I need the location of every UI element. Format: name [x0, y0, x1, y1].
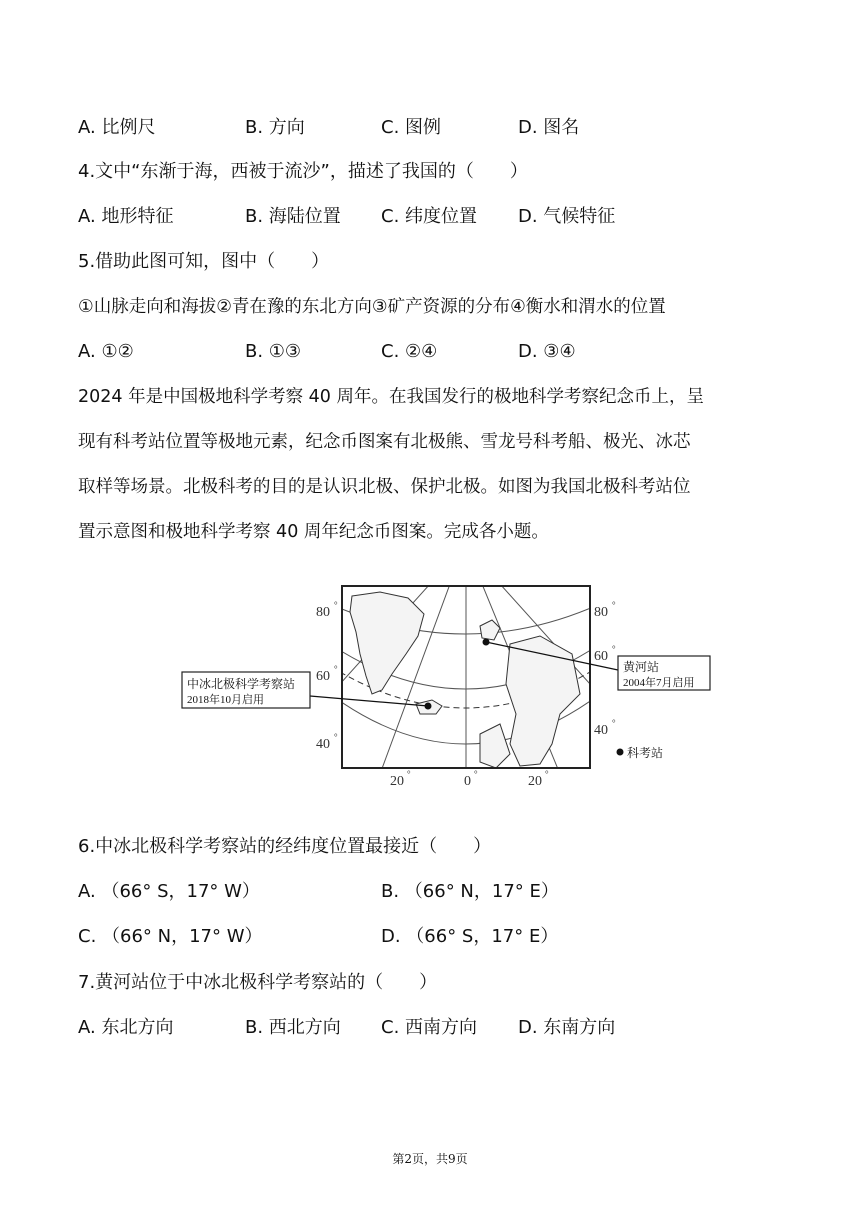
q3-option-b: B. 方向 [245, 117, 305, 138]
q5-option-a: A. ①② [78, 341, 134, 362]
q3-option-d: D. 图名 [518, 117, 580, 138]
passage-line-1: 2024 年是中国极地科学考察 40 周年。在我国发行的极地科学考察纪念币上，呈 [78, 387, 704, 407]
lat-60-left: 60 [316, 669, 330, 684]
passage-line-4: 置示意图和极地科学考察 40 周年纪念币图案。完成各小题。 [78, 522, 549, 542]
q6-option-c: C. （66° N，17° W） [78, 926, 263, 947]
legend-label: 科考站 [627, 746, 664, 760]
lat-80-right: 80 [594, 605, 608, 620]
q7-option-c: C. 西南方向 [381, 1017, 478, 1038]
deg-80-left: ° [334, 600, 338, 610]
q4-option-d: D. 气候特征 [518, 206, 616, 227]
deg-80-right: ° [612, 600, 616, 610]
q4-option-a: A. 地形特征 [78, 206, 174, 227]
huanghe-label-date: 2004年7月启用 [623, 677, 695, 689]
q6-stem: 6.中冰北极科学考察站的经纬度位置最接近（ ） [78, 836, 492, 857]
deg-lon-20-right: ° [545, 769, 549, 779]
q5-option-c: C. ②④ [381, 341, 438, 362]
lon-20-right: 20 [528, 774, 542, 789]
page-footer: 第2页，共9页 [392, 1152, 468, 1166]
deg-lon-0: ° [474, 769, 478, 779]
q5-option-b: B. ①③ [245, 341, 302, 362]
arctic-station-map [180, 584, 695, 796]
deg-lon-20-left: ° [407, 769, 411, 779]
q4-option-b: B. 海陆位置 [245, 206, 341, 227]
q4-stem: 4.文中“东渐于海，西被于流沙”，描述了我国的（ ） [78, 161, 528, 182]
passage-line-2: 现有科考站位置等极地元素，纪念币图案有北极熊、雪龙号科考船、极光、冰芯 [78, 432, 691, 452]
q7-stem: 7.黄河站位于中冰北极科学考察站的（ ） [78, 972, 438, 993]
q6-option-a: A. （66° S，17° W） [78, 881, 260, 902]
q5-stem: 5.借助此图可知，图中（ ） [78, 251, 330, 272]
deg-60-left: ° [334, 664, 338, 674]
passage-line-3: 取样等场景。北极科考的目的是认识北极、保护北极。如图为我国北极科考站位 [78, 477, 691, 497]
deg-40-right: ° [612, 718, 616, 728]
cn-iceland-label-name: 中冰北极科学考察站 [187, 677, 296, 691]
cn-iceland-label-date: 2018年10月启用 [187, 694, 264, 706]
huanghe-label-name: 黄河站 [623, 660, 660, 674]
q5-items: ①山脉走向和海拔②青在豫的东北方向③矿产资源的分布④衡水和渭水的位置 [78, 297, 666, 317]
lon-20-left: 20 [390, 774, 404, 789]
lat-80-left: 80 [316, 605, 330, 620]
deg-40-left: ° [334, 732, 338, 742]
q6-option-d: D. （66° S，17° E） [381, 926, 559, 947]
q3-option-c: C. 图例 [381, 117, 442, 138]
legend-dot [617, 749, 624, 756]
lat-60-right: 60 [594, 649, 608, 664]
q7-option-b: B. 西北方向 [245, 1017, 341, 1038]
lon-0: 0 [464, 774, 471, 789]
q5-option-d: D. ③④ [518, 341, 576, 362]
q6-option-b: B. （66° N，17° E） [381, 881, 559, 902]
q7-option-a: A. 东北方向 [78, 1017, 174, 1038]
q7-option-d: D. 东南方向 [518, 1017, 616, 1038]
lat-40-right: 40 [594, 723, 608, 738]
q4-option-c: C. 纬度位置 [381, 206, 478, 227]
deg-60-right: ° [612, 644, 616, 654]
q3-option-a: A. 比例尺 [78, 117, 156, 138]
lat-40-left: 40 [316, 737, 330, 752]
